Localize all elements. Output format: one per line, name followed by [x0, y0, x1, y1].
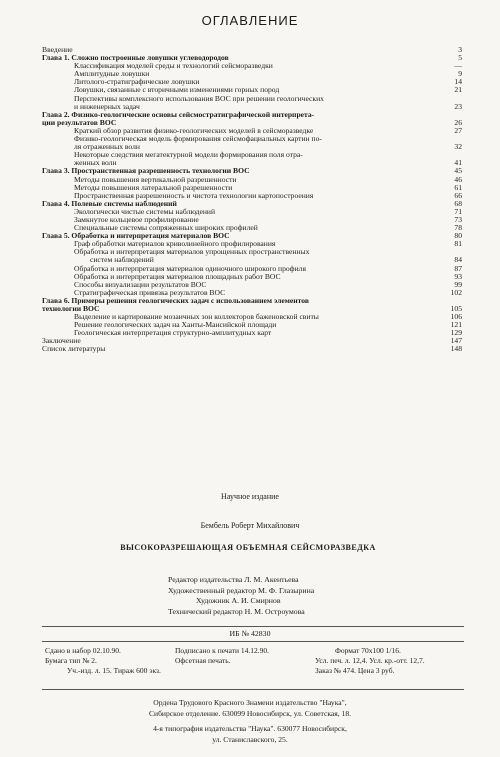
toc-entry-page: 121 [450, 320, 462, 330]
toc-entry-page: 73 [454, 214, 462, 224]
toc-entry-label: Глава 3. Пространственная разрешенность технологии ВОС [42, 166, 250, 176]
toc-entry-page: 5 [458, 53, 462, 63]
credit-line: Художественный редактор М. Ф. Глазырина [168, 585, 315, 595]
toc-entry-label: Заключение [42, 336, 81, 346]
imprint-cell: Формат 70х100 1/16. [335, 646, 401, 655]
publisher-line: 4-я типография издательства "Наука". 630077 Новосибирск, [153, 724, 347, 733]
toc-entry-label: Некоторые следствия мегатектурной модели формирования поля отра- [74, 150, 303, 160]
imprint-row [45, 656, 463, 666]
publisher-line: ул. Станиславского, 25. [212, 734, 288, 744]
toc-entry-label: Замкнутое кольцевое профилирование [74, 214, 199, 224]
toc-entry-page: 106 [450, 312, 462, 322]
table-of-contents [42, 46, 462, 354]
toc-entry-label: Глава 4. Полевые системы наблюдений [42, 198, 177, 208]
toc-entry-page: — [454, 61, 462, 71]
toc-entry-label: Обработка и интерпретация материалов упрощенных пространственных [74, 247, 310, 257]
toc-entry [42, 345, 462, 353]
toc-entry-page: 148 [450, 344, 462, 354]
credit-line: Технический редактор Н. М. Остроумова [168, 606, 305, 616]
imprint-cell: Подписано к печати 14.12.90. [175, 646, 270, 655]
toc-entry-page: 61 [454, 182, 462, 192]
toc-entry-page: 81 [454, 239, 462, 249]
toc-entry-label: Краткий обзор развития физико-геологических моделей в сейсморазведке [74, 125, 314, 135]
toc-entry-page: 45 [454, 166, 462, 176]
imprint-cell: Офсетная печать. [175, 656, 231, 665]
divider [42, 689, 464, 690]
toc-entry-page: 41 [454, 158, 462, 168]
toc-entry-label: систем наблюдений [90, 255, 154, 265]
toc-entry [42, 337, 462, 345]
toc-entry-page: 32 [454, 142, 462, 152]
toc-entry-page: 80 [454, 231, 462, 241]
toc-entry-page: 78 [454, 223, 462, 233]
toc-entry-page: 99 [454, 279, 462, 289]
toc-entry-page: 129 [450, 328, 462, 338]
toc-entry [42, 329, 462, 337]
toc-entry-label: Методы повышения вертикальной разрешенности [74, 174, 237, 184]
toc-entry-label: Способы визуализации результатов ВОС [74, 279, 207, 289]
toc-entry-page: 23 [454, 101, 462, 111]
toc-entry-page: 71 [454, 206, 462, 216]
toc-entry-label: Экологически чистые системы наблюдений [74, 206, 216, 216]
toc-entry-page: 102 [450, 287, 462, 297]
toc-entry-label: технологии ВОС [42, 304, 100, 313]
toc-entry-label: Глава 5. Обработка и интерпретация материалов ВОС [42, 231, 230, 241]
divider [42, 641, 464, 642]
toc-entry [42, 297, 462, 305]
toc-entry-label: Выделение и картирование мозаичных зон коллекторов баженовской свиты [74, 312, 319, 322]
imprint-cell: Сдано в набор 02.10.90. [45, 646, 121, 655]
toc-entry-page: 66 [454, 190, 462, 200]
credit-line: Художник А. И. Смирнов [196, 596, 281, 605]
toc-entry-label: Список литературы [42, 344, 106, 354]
toc-entry-page: 21 [454, 85, 462, 95]
author-name: Бембель Роберт Михайлович [200, 521, 300, 530]
toc-entry-label: Физико-геологическая модель формирования сейсмофациальных картин по- [74, 134, 322, 144]
toc-entry-label: Введение [42, 45, 73, 54]
toc-entry-page: 46 [454, 174, 462, 184]
toc-entry-label: Глава 1. Сложно построенные ловушки углеводородов [42, 53, 229, 63]
toc-entry-label: Глава 6. Примеры решения геологических задач с использованием элементов [42, 295, 309, 305]
imprint-row [45, 666, 463, 676]
publisher-line: Сибирское отделение. 630099 Новосибирск, ул. Советская, 18. [148, 708, 352, 718]
toc-entry-label: ля отраженных волн [74, 142, 140, 152]
toc-entry-page: 27 [454, 125, 462, 135]
toc-entry-label: Граф обработки материалов криволинейного профилирования [74, 239, 276, 249]
toc-entry-page: 68 [454, 198, 462, 208]
toc-entry-label: Решение геологических задач на Ханты-Мансийской площади [74, 320, 277, 330]
toc-entry-label: Глава 2. Физико-геологические основы сейсмостратиграфической интерпрета- [42, 109, 315, 119]
toc-entry-label: Стратиграфическая привязка результатов ВОС [74, 287, 226, 297]
edition-type: Научное издание [221, 492, 279, 501]
toc-entry-page: 105 [450, 304, 462, 313]
toc-entry-page: 93 [454, 271, 462, 281]
toc-entry-page: 3 [458, 45, 462, 54]
toc-entry-label: Геологическая интерпретация структурно-амплитудных карт [74, 328, 272, 338]
toc-entry-label: женных волн [74, 158, 117, 168]
imprint-cell: Заказ № 474. Цена 3 руб. [315, 666, 395, 675]
ib-number: ИБ № 42830 [229, 629, 271, 638]
toc-entry-page: 147 [450, 336, 462, 346]
imprint-row [45, 646, 463, 656]
imprint-cell: Бумага тип № 2. [45, 656, 97, 665]
toc-entry-page: 84 [454, 255, 462, 265]
toc-entry-label: Литолого-стратиграфические ловушки [74, 77, 200, 87]
imprint-cell: Усл. печ. л. 12,4. Усл. кр.-отт. 12,7. [315, 656, 425, 665]
toc-entry-label: Специальные системы сопряженных широких профилей [74, 223, 258, 233]
page-title: ОГЛАВЛЕНИЕ [201, 13, 299, 28]
publisher-block [0, 698, 500, 745]
toc-entry-page: 14 [454, 77, 462, 87]
toc-entry-label: Методы повышения латеральной разрешенности [74, 182, 233, 192]
toc-entry-label: Обработка и интерпретация материалов одиночного широкого профиля [74, 263, 306, 273]
toc-entry-page: 87 [454, 263, 462, 273]
toc-entry-label: и инженерных задач [74, 101, 140, 111]
publisher-line: Ордена Трудового Красного Знамени издательство "Наука", [153, 698, 347, 707]
toc-entry-label: Ловушки, связанные с вторичными изменениями горных пород [74, 85, 280, 95]
toc-entry-label: Перспективы комплексного использования ВОС при решении геологических [74, 93, 324, 103]
toc-entry-label: Пространственная разрешенность и чистота технологии картопостроения [74, 190, 314, 200]
toc-entry-label: Обработка и интерпретация материалов площадных работ ВОС [74, 271, 281, 281]
divider [42, 626, 464, 627]
toc-entry-label: Амплитудные ловушки [74, 69, 150, 79]
credits-block [168, 575, 314, 617]
toc-entry-page: 26 [454, 117, 462, 127]
toc-entry-label: ции результатов ВОС [42, 117, 117, 127]
toc-entry-label: Классификация моделей среды и технологий сейсморазведки [74, 61, 273, 71]
imprint-cell: Уч.-изд. л. 15. Тираж 600 экз. [67, 666, 161, 675]
imprint-block [45, 646, 463, 676]
book-title: ВЫСОКОРАЗРЕШАЮЩАЯ ОБЪЕМНАЯ СЕЙСМОРАЗВЕДКА [120, 543, 376, 552]
toc-entry-page: 9 [458, 69, 462, 79]
credit-line: Редактор издательства Л. М. Акентьева [168, 575, 299, 584]
